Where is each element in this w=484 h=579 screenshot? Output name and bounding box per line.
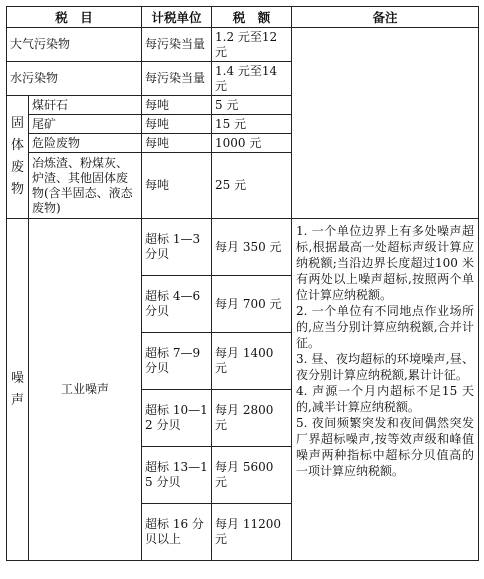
level-cell: 超标 7—9 分贝 xyxy=(142,333,212,390)
header-amount: 税 额 xyxy=(212,7,292,28)
level-cell: 超标 13—15 分贝 xyxy=(142,447,212,504)
amount-cell: 每月 5600 元 xyxy=(212,447,292,504)
table-row xyxy=(7,28,479,62)
amount-cell: 5 元 xyxy=(212,96,292,115)
amount-cell: 1.2 元至12 元 xyxy=(212,28,292,62)
header-row xyxy=(7,7,479,28)
unit-cell: 每吨 xyxy=(142,153,212,219)
amount-cell: 1000 元 xyxy=(212,134,292,153)
notes-cell-empty xyxy=(292,28,479,219)
solid-waste-group-label: 固体废物 xyxy=(7,96,29,219)
amount-cell: 每月 2800 元 xyxy=(212,390,292,447)
item-cell: 煤矸石 xyxy=(29,96,142,115)
note-item: 4. 声源一个月内超标不足15 天的,减半计算应纳税额。 xyxy=(296,384,474,414)
unit-cell: 每污染当量 xyxy=(142,28,212,62)
item-cell: 尾矿 xyxy=(29,115,142,134)
header-tax-item: 税 目 xyxy=(7,7,142,28)
item-cell: 危险废物 xyxy=(29,134,142,153)
level-cell: 超标 16 分贝以上 xyxy=(142,504,212,561)
amount-cell: 15 元 xyxy=(212,115,292,134)
note-item: 2. 一个单位有不同地点作业场所的,应当分别计算应纳税额,合并计征。 xyxy=(296,304,474,350)
note-item: 3. 昼、夜均超标的环境噪声,昼、夜分别计算应纳税额,累计计征。 xyxy=(296,352,474,382)
note-item: 1. 一个单位边界上有多处噪声超标,根据最高一处超标声级计算应纳税额;当沿边界长度超过100 米有两处以上噪声超标,按照两个单位计算应纳税额。 xyxy=(296,224,474,302)
level-cell: 超标 4—6 分贝 xyxy=(142,276,212,333)
unit-cell: 每吨 xyxy=(142,115,212,134)
noise-group-label: 噪声 xyxy=(7,219,29,561)
amount-cell: 每月 1400 元 xyxy=(212,333,292,390)
amount-cell: 每月 700 元 xyxy=(212,276,292,333)
amount-cell: 每月 350 元 xyxy=(212,219,292,276)
item-cell: 大气污染物 xyxy=(7,28,142,62)
unit-cell: 每吨 xyxy=(142,134,212,153)
amount-cell: 25 元 xyxy=(212,153,292,219)
industrial-noise-label: 工业噪声 xyxy=(29,219,142,561)
item-cell: 冶炼渣、粉煤灰、炉渣、其他固体废物(含半固态、液态废物) xyxy=(29,153,142,219)
item-cell: 水污染物 xyxy=(7,62,142,96)
note-item: 5. 夜间频繁突发和夜间偶然突发厂界超标噪声,按等效声级和峰值噪声两种指标中超标分贝值高的一项计算应纳税额。 xyxy=(296,416,474,478)
amount-cell: 1.4 元至14 元 xyxy=(212,62,292,96)
level-cell: 超标 1—3 分贝 xyxy=(142,219,212,276)
table-row xyxy=(7,219,479,276)
noise-notes xyxy=(292,219,479,561)
header-unit: 计税单位 xyxy=(142,7,212,28)
unit-cell: 每污染当量 xyxy=(142,62,212,96)
amount-cell: 每月 11200 元 xyxy=(212,504,292,561)
header-notes: 备注 xyxy=(292,7,479,28)
unit-cell: 每吨 xyxy=(142,96,212,115)
tax-table xyxy=(6,6,479,561)
level-cell: 超标 10—12 分贝 xyxy=(142,390,212,447)
